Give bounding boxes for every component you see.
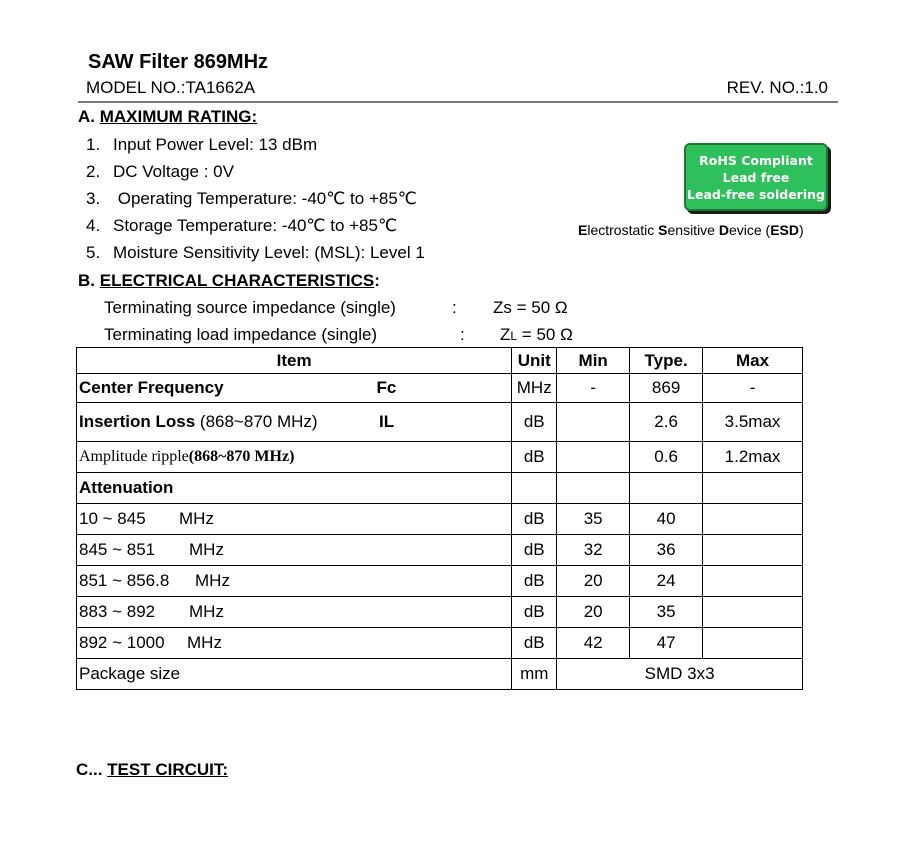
typ-cell: 47: [630, 628, 703, 659]
range-unit: MHz: [189, 602, 224, 621]
unit-cell: dB: [512, 566, 557, 597]
typ-cell: 24: [630, 566, 703, 597]
table-row: [77, 566, 803, 597]
section-a-prefix: A.: [78, 107, 100, 126]
range-text: 10 ~ 845: [79, 509, 146, 528]
section-c-heading: [76, 760, 228, 780]
rohs-line-3: Lead-free soldering: [687, 186, 825, 202]
section-c-prefix: C...: [76, 760, 108, 779]
unit-cell: dB: [512, 628, 557, 659]
attenuation-range-cell: [77, 566, 512, 597]
document-title: SAW Filter 869MHz: [88, 51, 269, 73]
range-unit: MHz: [189, 540, 224, 559]
revision-number: REV. NO.:1.0: [726, 78, 828, 97]
header-unit: Unit: [512, 348, 557, 374]
unit-cell: dB: [512, 442, 557, 473]
typ-cell: 40: [630, 504, 703, 535]
min-cell: [557, 403, 630, 442]
range-text: 892 ~ 1000: [79, 633, 165, 652]
range-text: 845 ~ 851: [79, 540, 156, 559]
typ-cell: 869: [630, 374, 703, 403]
typ-cell: 35: [630, 597, 703, 628]
table-row: [77, 504, 803, 535]
min-cell: 35: [557, 504, 630, 535]
header-typ: Type.: [630, 348, 703, 374]
min-cell: 20: [557, 597, 630, 628]
typ-cell: 0.6: [630, 442, 703, 473]
table-row: [77, 659, 803, 690]
table-row: [77, 374, 803, 403]
center-frequency-cell: [77, 374, 512, 403]
typ-cell: 2.6: [630, 403, 703, 442]
table-header-row: [77, 348, 803, 374]
table-row: [77, 597, 803, 628]
package-size-label: Package size: [77, 659, 512, 690]
section-c-title: TEST CIRCUIT:: [107, 760, 229, 779]
section-b-suffix: :: [374, 271, 380, 290]
rating-item-1: [86, 135, 317, 155]
min-cell: 42: [557, 628, 630, 659]
rating-text: Operating Temperature: -40℃ to +85℃: [113, 189, 417, 208]
amplitude-ripple-label: Amplitude ripple: [79, 448, 189, 465]
insertion-loss-condition: (868~870 MHz): [195, 412, 318, 431]
table-row: [77, 403, 803, 442]
esd-letter-e: E: [578, 222, 588, 238]
min-cell: -: [557, 374, 630, 403]
rating-text: Moisture Sensitivity Level: (MSL): Level 1: [113, 243, 425, 262]
source-impedance-value: Zs = 50 Ω: [493, 298, 568, 317]
header-divider: [78, 101, 838, 103]
range-unit: MHz: [187, 633, 222, 652]
max-cell: -: [703, 374, 803, 403]
unit-cell: MHz: [512, 374, 557, 403]
attenuation-label: Attenuation: [77, 473, 512, 504]
section-b-heading: [78, 271, 380, 291]
load-impedance-subscript: L: [510, 329, 518, 343]
rating-number: 1.: [86, 135, 101, 154]
section-a-heading: [78, 107, 257, 127]
section-a-title: MAXIMUM RATING:: [99, 107, 258, 126]
unit-cell: dB: [512, 597, 557, 628]
amplitude-ripple-cell: [77, 442, 512, 473]
unit-cell: dB: [512, 403, 557, 442]
insertion-loss-cell: [77, 403, 512, 442]
attenuation-range-cell: [77, 504, 512, 535]
rating-number: 4.: [86, 216, 101, 235]
max-cell: 1.2max: [703, 442, 803, 473]
table-row: [77, 442, 803, 473]
rating-item-4: [86, 216, 397, 236]
rating-item-3: [86, 189, 417, 209]
range-unit: MHz: [195, 571, 230, 590]
header-min: Min: [557, 348, 630, 374]
unit-cell: dB: [512, 535, 557, 566]
source-impedance-colon: :: [452, 298, 457, 317]
attenuation-range-cell: [77, 628, 512, 659]
amplitude-ripple-condition: (868~870 MHz): [188, 448, 295, 465]
header-item: Item: [77, 348, 512, 374]
esd-text: ): [799, 222, 804, 238]
min-cell: [557, 442, 630, 473]
spec-table: [76, 347, 803, 690]
rating-number: 3.: [86, 189, 101, 208]
esd-letter-d: D: [718, 222, 729, 238]
insertion-loss-label: Insertion Loss: [79, 412, 196, 431]
unit-cell: mm: [512, 659, 557, 690]
table-row: [77, 473, 803, 504]
rating-number: 2.: [86, 162, 101, 181]
typ-cell: [630, 473, 703, 504]
load-impedance-label: Terminating load impedance (single): [104, 325, 378, 344]
esd-abbreviation: ESD: [770, 222, 800, 238]
table-row: [77, 628, 803, 659]
center-frequency-symbol: Fc: [376, 378, 397, 397]
table-row: [77, 535, 803, 566]
load-impedance-colon: :: [460, 325, 465, 344]
max-cell: 3.5max: [703, 403, 803, 442]
source-impedance-label: Terminating source impedance (single): [104, 298, 396, 317]
range-unit: MHz: [179, 509, 214, 528]
rohs-line-1: RoHS Compliant: [699, 152, 813, 168]
range-text: 883 ~ 892: [79, 602, 156, 621]
center-frequency-label: Center Frequency: [79, 378, 224, 397]
range-text: 851 ~ 856.8: [79, 571, 170, 590]
load-impedance-z: Z: [500, 325, 511, 344]
unit-cell: dB: [512, 504, 557, 535]
rohs-badge: [684, 143, 828, 211]
load-impedance-value: [500, 325, 573, 345]
load-impedance-number: = 50 Ω: [517, 325, 573, 344]
rating-text: Input Power Level: 13 dBm: [113, 135, 318, 154]
rohs-line-2: Lead free: [722, 169, 790, 185]
max-cell: [703, 473, 803, 504]
esd-notice: [578, 222, 804, 238]
rating-text: Storage Temperature: -40℃ to +85℃: [113, 216, 398, 235]
rating-text: DC Voltage : 0V: [113, 162, 234, 181]
typ-cell: 36: [630, 535, 703, 566]
section-b-title: ELECTRICAL CHARACTERISTICS: [99, 271, 375, 290]
rating-item-5: [86, 243, 425, 263]
esd-letter-s: S: [658, 222, 668, 238]
esd-text: evice (: [728, 222, 771, 238]
header-max: Max: [703, 348, 803, 374]
min-cell: 32: [557, 535, 630, 566]
max-cell: [703, 535, 803, 566]
rating-item-2: [86, 162, 234, 182]
max-cell: [703, 597, 803, 628]
esd-text: lectrostatic: [587, 222, 659, 238]
model-number: MODEL NO.:TA1662A: [86, 78, 256, 97]
min-cell: [557, 473, 630, 504]
min-cell: 20: [557, 566, 630, 597]
package-size-value: SMD 3x3: [557, 659, 803, 690]
insertion-loss-symbol: IL: [379, 412, 395, 431]
attenuation-range-cell: [77, 597, 512, 628]
attenuation-range-cell: [77, 535, 512, 566]
rating-number: 5.: [86, 243, 101, 262]
esd-text: ensitive: [667, 222, 719, 238]
max-cell: [703, 628, 803, 659]
section-b-prefix: B.: [78, 271, 100, 290]
max-cell: [703, 566, 803, 597]
max-cell: [703, 504, 803, 535]
unit-cell: [512, 473, 557, 504]
